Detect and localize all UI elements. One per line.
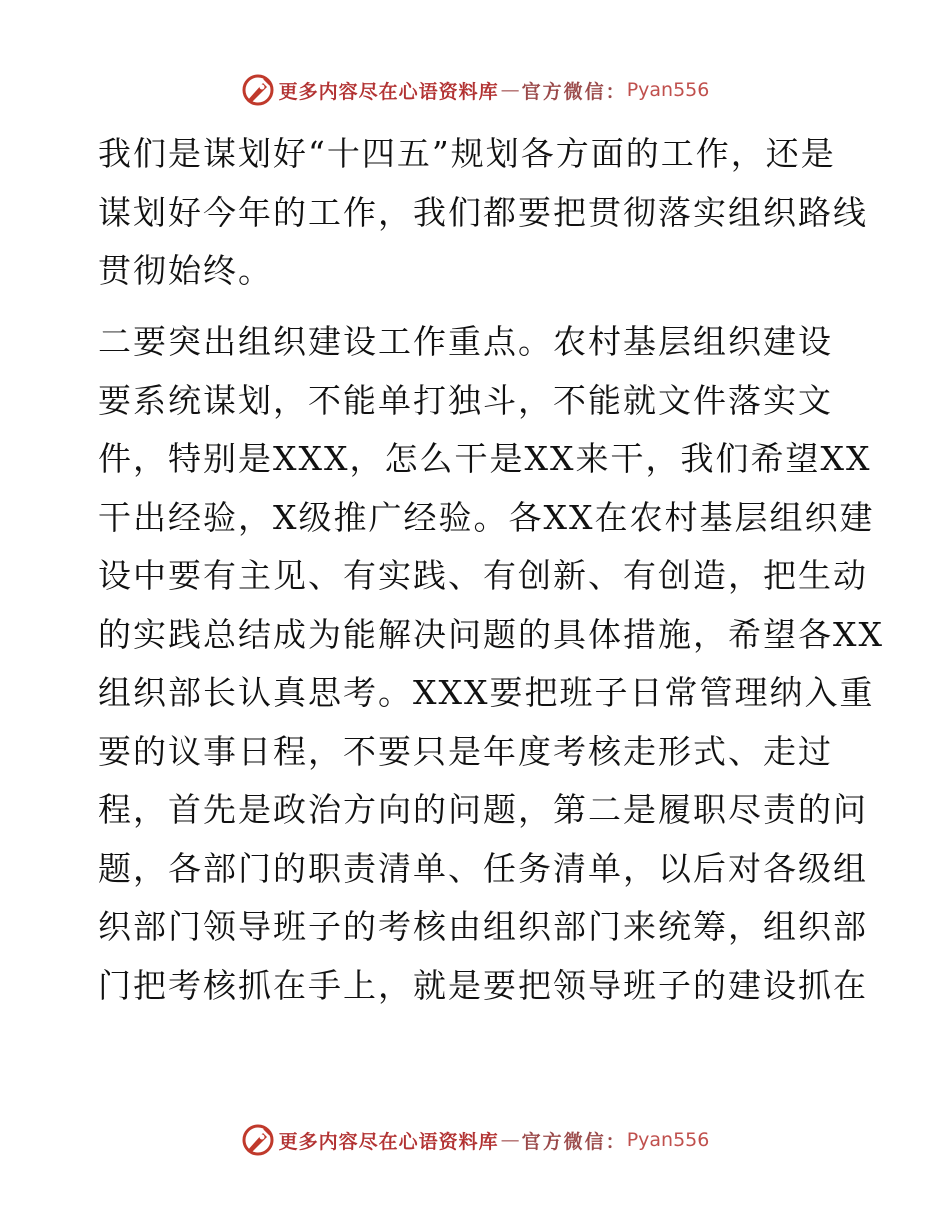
paragraph-line: 的实践总结成为能解决问题的具体措施，希望各XX [98, 614, 884, 654]
paragraph-line: 门把考核抓在手上，就是要把领导班子的建设抓在 [98, 965, 868, 1005]
paragraph-line: 我们是谋划好“十四五”规划各方面的工作，还是 [98, 134, 836, 173]
paragraph-line: 干出经验，X级推广经验。各XX在农村基层组织建 [98, 497, 875, 537]
paragraph-1 [98, 125, 868, 301]
paragraph-line: 二要突出组织建设工作重点。农村基层组织建设 [98, 322, 833, 361]
paragraph-line: 件，特别是XXX，怎么干是XX来干，我们希望XX [98, 439, 872, 478]
banner-wechat-label: 官方微信： [521, 1130, 627, 1153]
banner-site-text: 更多内容尽在心语资料库 [278, 1130, 499, 1153]
banner-wechat-label: 官方微信： [521, 80, 627, 103]
footer-banner [0, 1120, 950, 1160]
pen-nib-logo-icon [241, 1123, 275, 1157]
paragraph-line: 程，首先是政治方向的问题，第二是履职尽责的问 [98, 790, 868, 829]
pen-nib-logo-icon [241, 73, 275, 107]
banner-wechat-id: Pyan556 [626, 1129, 710, 1151]
paragraph-line: 组织部长认真思考。XXX要把班子日常管理纳入重 [98, 673, 875, 712]
paragraph-line: 要的议事日程，不要只是年度考核走形式、走过 [98, 731, 833, 771]
banner-site-text: 更多内容尽在心语资料库 [278, 80, 499, 103]
paragraph-line: 题，各部门的职责清单、任务清单，以后对各级组 [98, 848, 868, 888]
paragraph-line: 织部门领导班子的考核由组织部门来统筹，组织部 [98, 907, 868, 946]
paragraph-2 [98, 313, 884, 1015]
paragraph-line: 谋划好今年的工作，我们都要把贯彻落实组织路线 [98, 192, 868, 232]
paragraph-line: 设中要有主见、有实践、有创新、有创造，把生动 [98, 556, 868, 595]
paragraph-line: 要系统谋划，不能单打独斗，不能就文件落实文 [98, 380, 833, 420]
banner-separator: — [500, 1129, 520, 1151]
header-banner [0, 70, 950, 110]
banner-wechat-id: Pyan556 [626, 79, 710, 101]
paragraph-line: 贯彻始终。 [98, 251, 273, 290]
banner-separator: — [500, 79, 520, 101]
